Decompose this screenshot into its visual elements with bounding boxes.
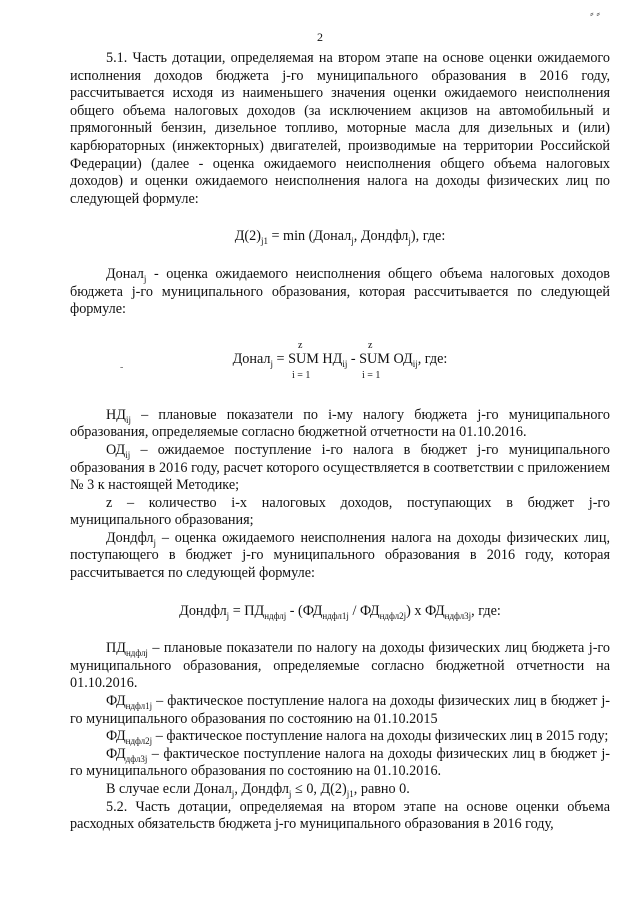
formula-dondfl: Дондфл$_j$ = $ПД_{ндфлj} - (ФД_{ндфл1j} / ФД_{ндфл2j})$ х $ФД_{ндфл3j}$, где: — [179, 602, 501, 621]
paragraph-5-2: 5.2. Часть дотации, определяемая на втором этапе на основе оценки объема расходных обязательств бюджета j-го муниципального образования в 2016 году, — [70, 798, 610, 833]
definition-od: $ОД_{ij}$ – ожидаемое поступление i-го налога в бюджет j-го муниципального образования в 2016 году, расчет которого осуществляется в соответствии с приложением № 3 к настоящей Методике; — [70, 441, 610, 494]
definition-nd: $НД_{ij}$ – плановые показатели по i-му налогу бюджета j-го муниципального образования, определяемые согласно бюджетной отчетности на 01.10.2016. — [70, 406, 610, 441]
definition-z: z – количество i-х налоговых доходов, поступающих в бюджет j-го муниципального образования; — [70, 494, 610, 529]
definition-fd1: $ФД_{ндфл1j}$ – фактическое поступление налога на доходы физических лиц в бюджет j-го муниципального образования по состоянию на 01.10.2015 — [70, 693, 610, 727]
formula-donal: z z Донал$_j$ = SUM $НД_{ij}$ - SUM $ОД_{ij}$, где: i = 1 i = 1 — [70, 337, 610, 389]
sum-upper-limit-2: z — [368, 339, 373, 351]
corner-mark: ⸗ ⸗ — [590, 8, 601, 20]
definition-fd3: $ФД_{дфл3j}$ – фактическое поступление налога на доходы физических лиц в бюджет j-го муниципального образования по состоянию на 01.10.2016. — [70, 745, 610, 780]
margin-dot: - — [120, 362, 124, 373]
sum-upper-limit-1: z — [298, 339, 303, 351]
sum-lower-limit-2: i = 1 — [362, 369, 381, 381]
sum-lower-limit-1: i = 1 — [292, 369, 311, 381]
definition-fd2: $ФД_{ндфл2j}$ – фактическое поступление налога на доходы физических лиц в 2015 году; — [106, 728, 609, 747]
zero-case: В случае если Донал$_j$, Дондфл$_j$ ≤ 0, $Д(2)_{j1}$, равно 0. — [106, 781, 410, 799]
definition-pd: $ПД_{ндфлj}$ – плановые показатели по налогу на доходы физических лиц бюджета j-го муниципального образования, определяемые согласно бюджетной отчетности на 01.10.2016. — [70, 640, 610, 692]
paragraph-5-1: 5.1. Часть дотации, определяемая на втором этапе на основе оценки ожидаемого исполнения доходов бюджета j-го муниципального образования в 2016 году, рассчитывается исходя из наименьшего значения оценки ожидаемого неисполнения общего объема налоговых доходов (за исключением акцизов на автомобильный и прямогонный бензин, дизельное топливо, моторные масла для дизельных и (или) карбюраторных (инжекторных) двигателей, производимые на территории Российской Федерации) (далее - оценка ожидаемого неисполнения общего объема налоговых доходов) и оценки ожидаемого неисполнения налога на доходы физических лиц по следующей формуле: — [70, 50, 610, 207]
formula-d2: $Д(2)_{j1} = \min$ (Донал$_j$, Дондфл$_j$), где: — [234, 228, 446, 247]
document-body — [70, 50, 610, 834]
page-number: 2 — [317, 30, 323, 44]
definition-donal: Донал$_j$ - оценка ожидаемого неисполнения общего объема налоговых доходов бюджета j-го муниципального образования, которая рассчитывается по следующей формуле: — [70, 265, 610, 318]
definition-dondfl: Дондфл$_j$ – оценка ожидаемого неисполнения налога на доходы физических лиц, поступающего в бюджет j-го муниципального образования в 2016 году, которая рассчитывается по следующей формуле: — [70, 529, 610, 582]
